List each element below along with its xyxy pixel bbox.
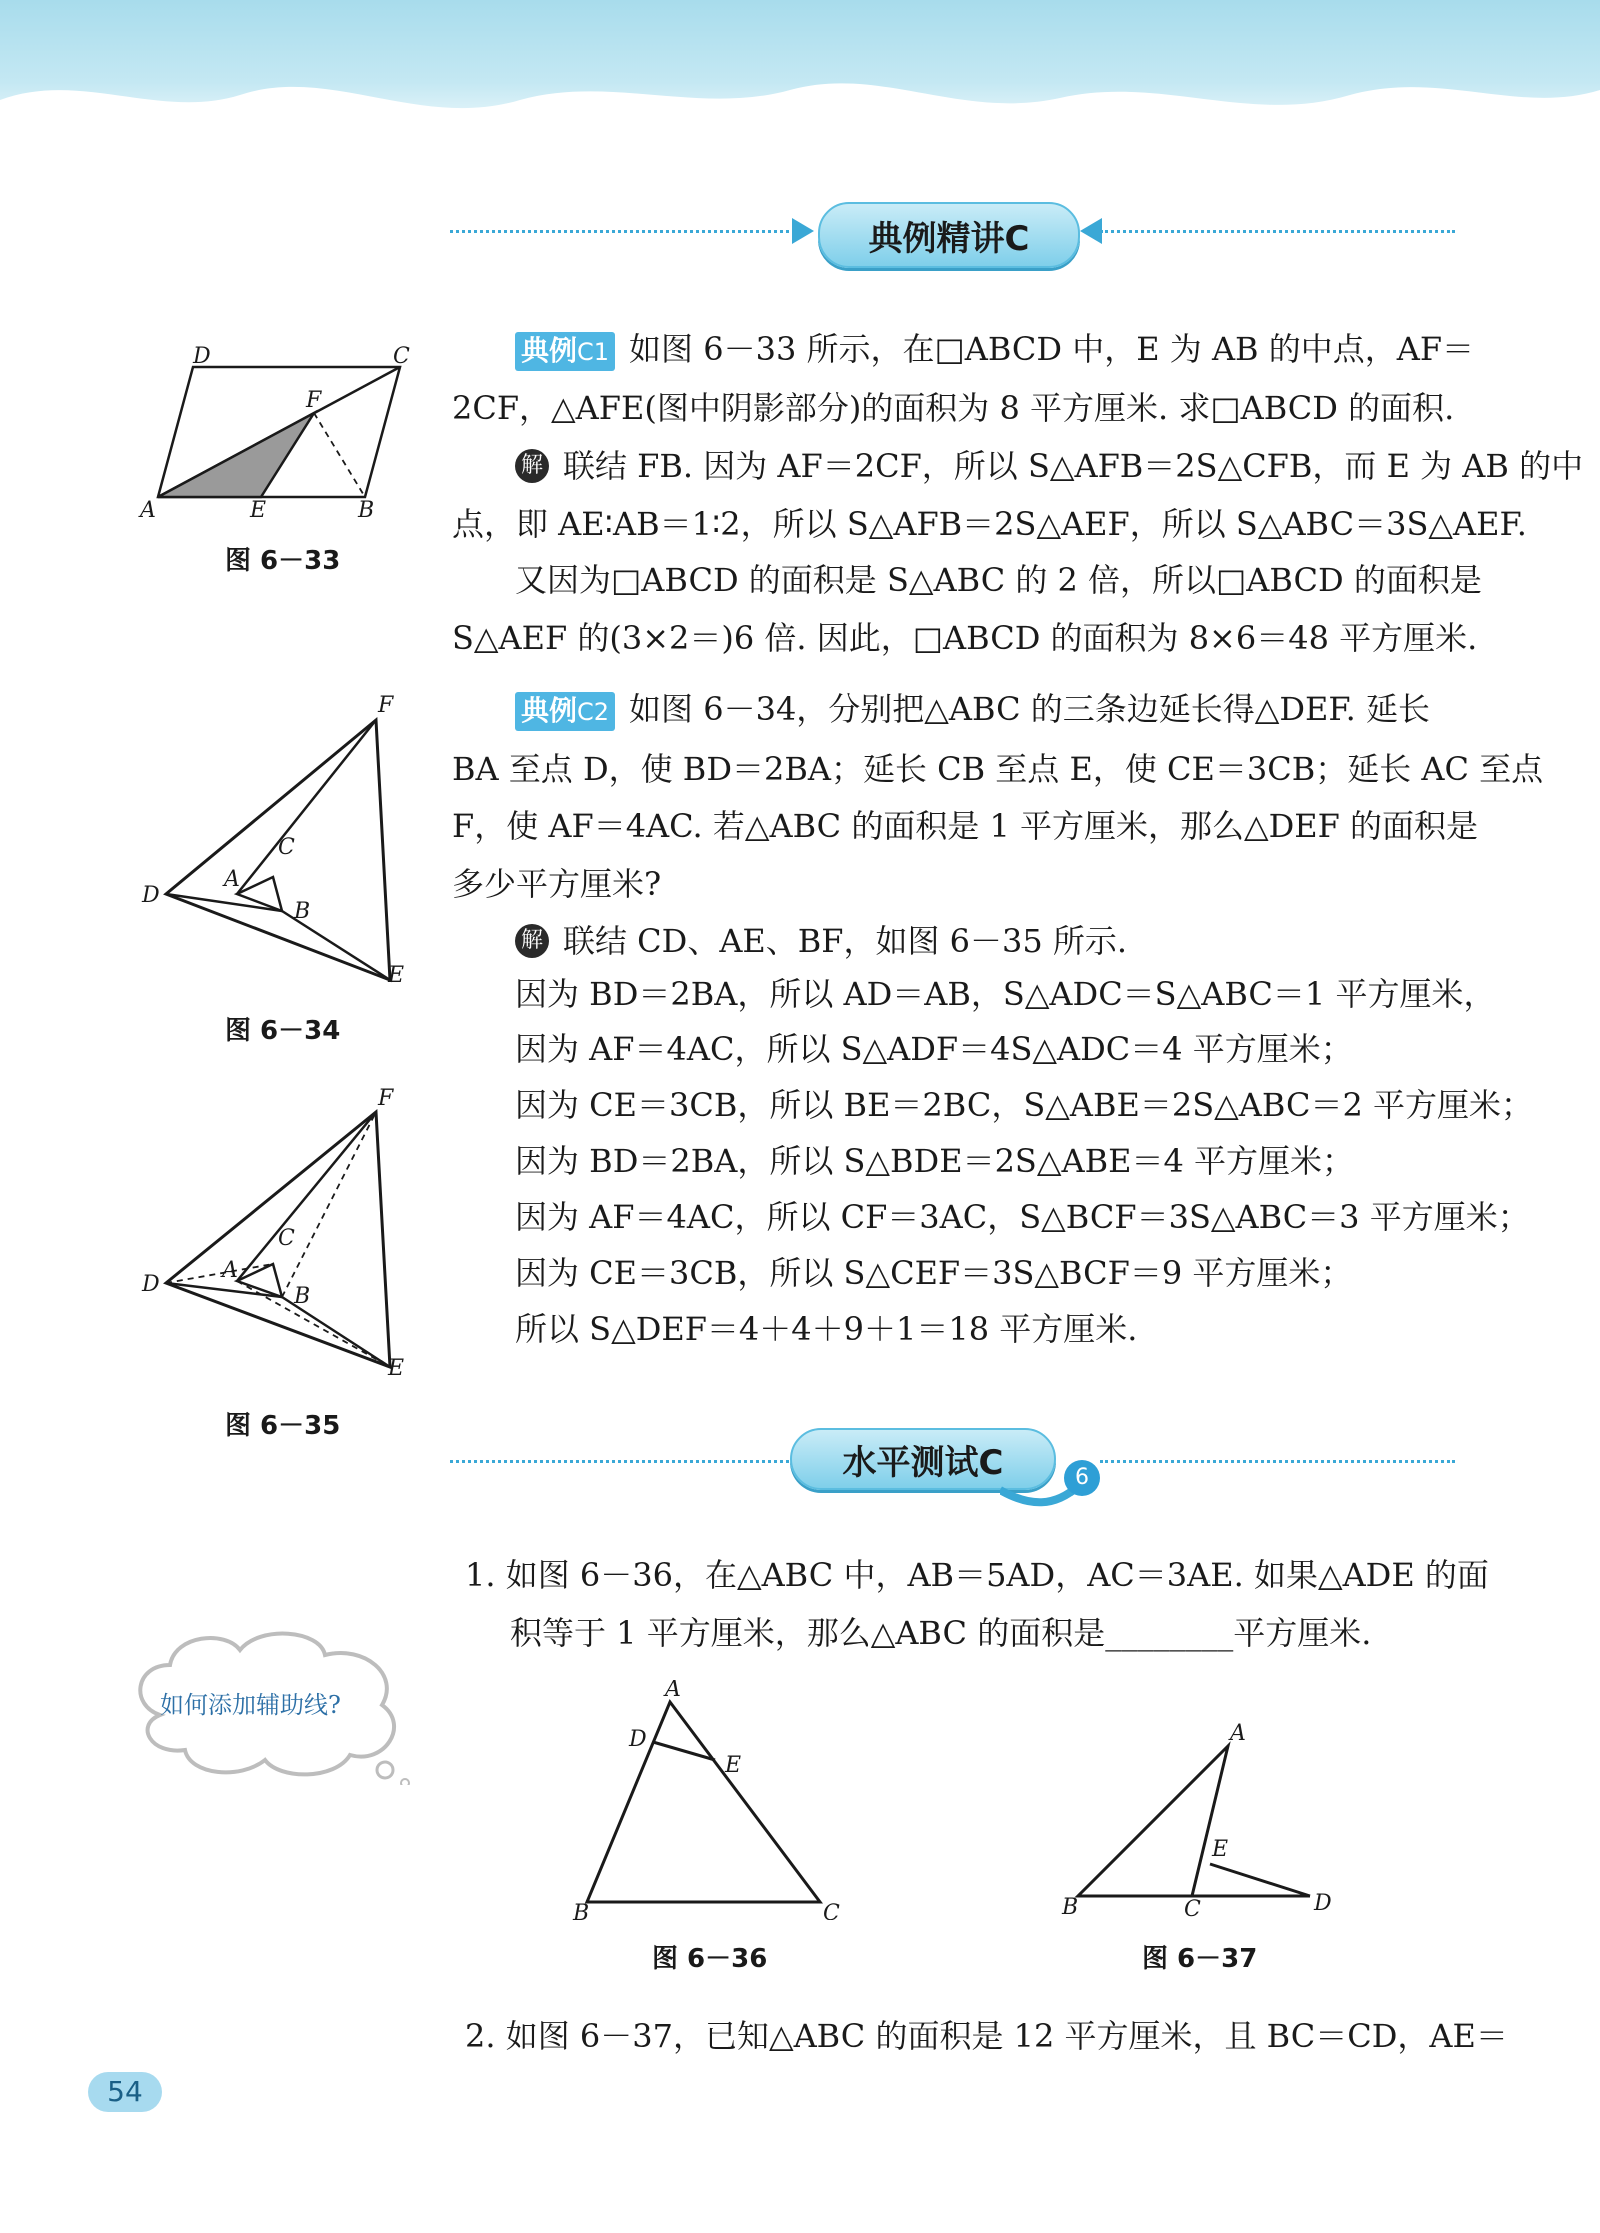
arrow-left-icon [1080,218,1102,244]
svg-text:E: E [250,498,267,520]
example-c2-line3: F，使 AF＝4AC. 若△ABC 的面积是 1 平方厘米，那么△DEF 的面积是 [452,807,1479,845]
solution-mark-icon: 解 [515,924,549,958]
figure-caption-6-35: 图 6－35 [225,1411,341,1441]
question-2-line1: 2. 如图 6－37，已知△ABC 的面积是 12 平方厘米，且 BC＝CD，AE＝ [465,2017,1508,2055]
example-c2-line1: 典例C2 如图 6－34，分别把△ABC 的三条边延长得△DEF. 延长 [515,685,1430,733]
figure-6-37 [1050,1720,1340,1920]
solution-step: 所以 S△DEF＝4＋4＋9＋1＝18 平方厘米. [515,1310,1138,1348]
divider-left [450,230,795,233]
figure-6-34 [138,690,418,990]
figure-caption-6-36: 图 6－36 [652,1944,768,1974]
solution-mark-icon: 解 [515,449,549,483]
test-badge: 6 [1064,1460,1100,1496]
svg-text:D: D [142,883,160,908]
svg-text:D: D [193,345,211,369]
svg-text:D: D [629,1727,647,1752]
svg-text:C: C [278,835,295,860]
svg-text:E: E [725,1753,742,1778]
solution-step: 因为 BD＝2BA，所以 AD＝AB，S△ADC＝S△ABC＝1 平方厘米， [515,975,1496,1013]
svg-text:A: A [222,1258,238,1283]
cloud-decoration [0,60,1600,180]
svg-text:A: A [224,867,240,892]
svg-text:A: A [1230,1721,1246,1746]
section-title-text: 典例精讲C [868,218,1030,259]
divider-right [1100,1460,1455,1463]
svg-text:A: A [140,498,156,520]
divider-right [1100,230,1455,233]
svg-text:A: A [665,1680,681,1702]
section-title [818,202,1080,268]
svg-text:C: C [393,345,410,369]
question-1-line2: 积等于 1 平方厘米，那么△ABC 的面积是________平方厘米. [510,1614,1372,1652]
example-c2-line2: BA 至点 D，使 BD＝2BA；延长 CB 至点 E，使 CE＝3CB；延长 AC 至点 [452,750,1544,788]
example-c2-line4: 多少平方厘米? [452,865,662,903]
arrow-right-icon [792,218,814,244]
solution-step: 因为 AF＝4AC，所以 S△ADF＝4S△ADC＝4 平方厘米； [515,1030,1353,1068]
svg-text:E: E [388,1356,405,1381]
svg-text:C: C [278,1226,295,1251]
test-title-text: 水平测试C [842,1442,1004,1483]
sidebar-note: 如何添加辅助线? [160,1691,341,1719]
svg-text:E: E [388,963,405,988]
example-tag: 典例C1 [515,332,615,371]
example-c1-sol4: S△AEF 的(3×2＝)6 倍. 因此，□ABCD 的面积为 8×6＝48 平方厘米. [452,619,1478,657]
svg-text:F: F [378,1086,394,1111]
figure-caption-6-34: 图 6－34 [225,1016,341,1046]
svg-text:B: B [294,1284,311,1309]
example-c1-sol2: 点，即 AE∶AB＝1∶2，所以 S△AFB＝2S△AEF，所以 S△ABC＝3S△AEF. [452,505,1527,543]
solution-step: 因为 AF＝4AC，所以 CF＝3AC，S△BCF＝3S△ABC＝3 平方厘米； [515,1198,1530,1236]
svg-text:B: B [358,498,375,520]
svg-text:B: B [1062,1895,1079,1920]
solution-step: 因为 CE＝3CB，所以 S△CEF＝3S△BCF＝9 平方厘米； [515,1254,1353,1292]
svg-text:B: B [294,899,311,924]
example-c1-line2: 2CF，△AFE(图中阴影部分)的面积为 8 平方厘米. 求□ABCD 的面积. [452,389,1455,427]
figure-caption-6-37: 图 6－37 [1142,1944,1258,1974]
figure-6-36 [565,1680,855,1920]
svg-text:B: B [573,1901,590,1920]
figure-caption-6-33: 图 6－33 [225,546,341,576]
page-number: 54 [88,2072,162,2112]
example-c2-sol0: 解 联结 CD、AE、BF，如图 6－35 所示. [515,917,1127,965]
example-c1-sol1: 解 联结 FB. 因为 AF＝2CF，所以 S△AFB＝2S△CFB，而 E 为 AB 的中 [515,442,1583,490]
figure-6-33 [138,345,418,520]
example-c1-sol3: 又因为□ABCD 的面积是 S△ABC 的 2 倍，所以□ABCD 的面积是 [515,561,1482,599]
example-tag: 典例C2 [515,692,615,731]
example-c1-line1: 典例C1 如图 6－33 所示，在□ABCD 中，E 为 AB 的中点，AF＝ [515,325,1474,373]
divider-left [450,1460,795,1463]
svg-text:F: F [378,693,394,718]
solution-step: 因为 CE＝3CB，所以 BE＝2BC，S△ABE＝2S△ABC＝2 平方厘米； [515,1086,1534,1124]
svg-text:C: C [823,1901,840,1920]
svg-text:C: C [1184,1897,1201,1920]
solution-step: 因为 BD＝2BA，所以 S△BDE＝2S△ABE＝4 平方厘米； [515,1142,1354,1180]
figure-6-35 [138,1085,418,1385]
svg-text:D: D [142,1272,160,1297]
svg-text:D: D [1314,1891,1332,1916]
question-1-line1: 1. 如图 6－36，在△ABC 中，AB＝5AD，AC＝3AE. 如果△ADE 的面 [465,1556,1489,1594]
svg-text:F: F [306,388,322,413]
svg-text:E: E [1212,1837,1229,1862]
